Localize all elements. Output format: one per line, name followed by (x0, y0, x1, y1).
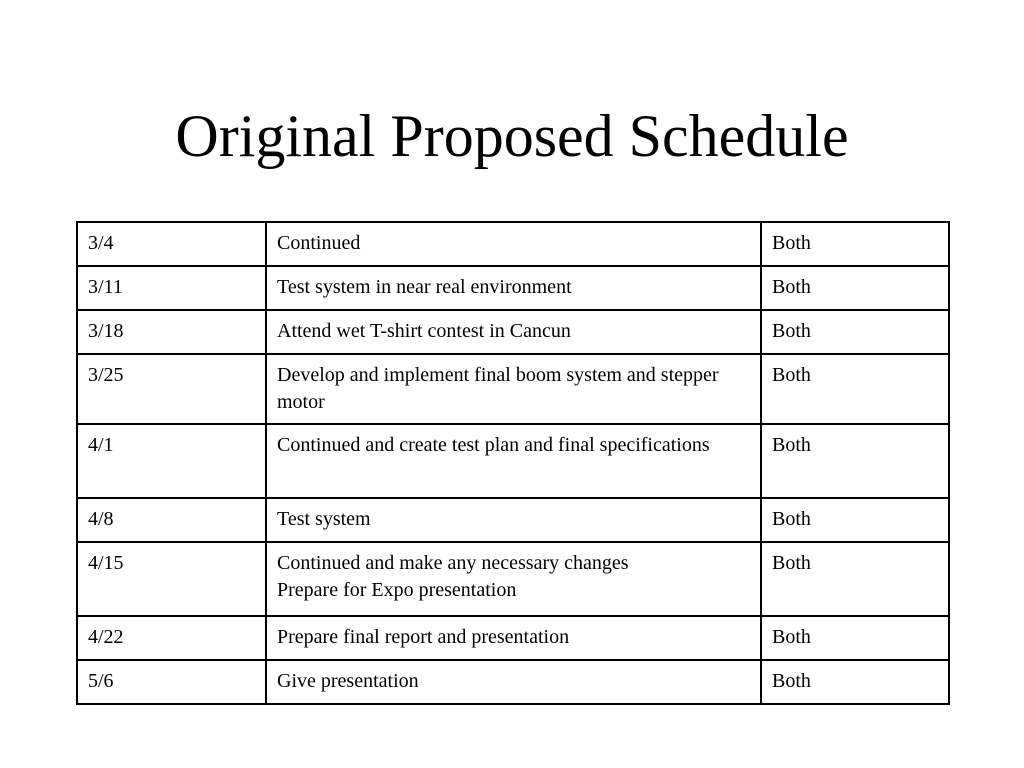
task-cell (266, 542, 761, 616)
task-line: Continued (277, 232, 361, 254)
assignee-cell: Both (761, 542, 949, 616)
task-line: Prepare for Expo presentation (277, 579, 517, 601)
table-row (77, 660, 949, 704)
assignee-cell: Both (761, 222, 949, 266)
assignee-cell: Both (761, 660, 949, 704)
task-cell (266, 660, 761, 704)
slide-title: Original Proposed Schedule (175, 103, 849, 169)
task-cell (266, 354, 761, 424)
date-cell: 3/4 (77, 222, 266, 266)
table-row (77, 542, 949, 616)
task-cell (266, 222, 761, 266)
assignee-cell: Both (761, 266, 949, 310)
date-cell: 5/6 (77, 660, 266, 704)
task-cell (266, 310, 761, 354)
table-row (77, 354, 949, 424)
date-cell: 4/15 (77, 542, 266, 616)
assignee-cell: Both (761, 310, 949, 354)
table-row (77, 498, 949, 542)
date-cell: 3/18 (77, 310, 266, 354)
table-row (77, 424, 949, 498)
date-cell: 4/22 (77, 616, 266, 660)
task-line: Give presentation (277, 670, 419, 692)
date-cell: 3/11 (77, 266, 266, 310)
assignee-cell: Both (761, 354, 949, 424)
task-line: Continued and make any necessary changes (277, 552, 629, 574)
date-cell: 3/25 (77, 354, 266, 424)
task-line: Test system in near real environment (277, 276, 572, 298)
task-line: Prepare final report and presentation (277, 626, 570, 648)
task-line: Attend wet T-shirt contest in Cancun (277, 320, 571, 342)
schedule-table (76, 221, 950, 705)
task-line: Continued and create test plan and final specifications (277, 434, 710, 456)
assignee-cell: Both (761, 616, 949, 660)
date-cell: 4/1 (77, 424, 266, 498)
task-cell (266, 498, 761, 542)
table-row (77, 616, 949, 660)
task-line: Test system (277, 508, 371, 530)
table-row (77, 310, 949, 354)
assignee-cell: Both (761, 424, 949, 498)
task-cell (266, 424, 761, 498)
assignee-cell: Both (761, 498, 949, 542)
task-cell (266, 616, 761, 660)
table-row (77, 222, 949, 266)
task-line: Develop and implement final boom system and stepper motor (277, 364, 719, 413)
date-cell: 4/8 (77, 498, 266, 542)
task-cell (266, 266, 761, 310)
table-row (77, 266, 949, 310)
